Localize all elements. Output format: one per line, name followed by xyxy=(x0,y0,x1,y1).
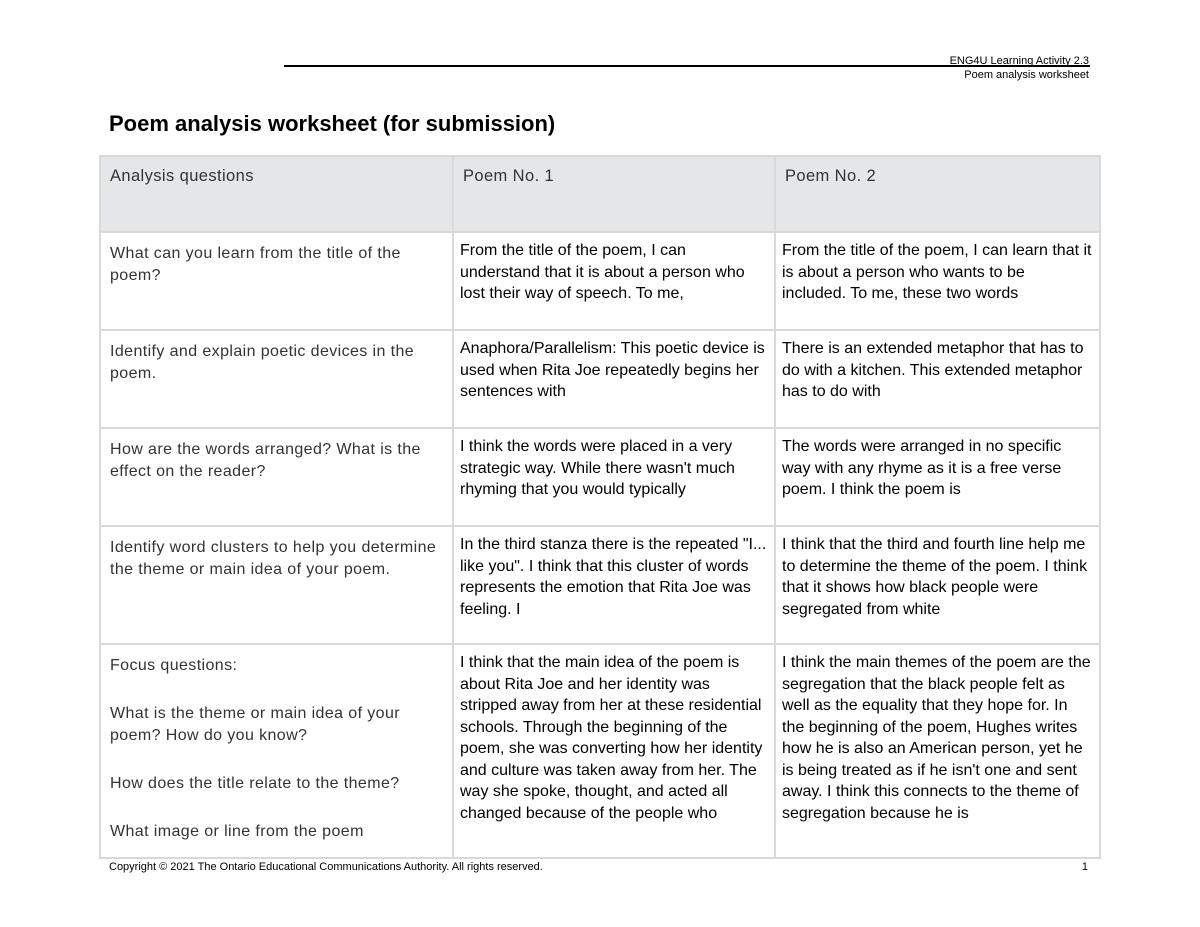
column-header: Poem No. 2 xyxy=(775,156,1100,232)
table-row xyxy=(100,232,1100,330)
focus-label: Focus questions: xyxy=(110,657,238,674)
document-line: Poem analysis worksheet xyxy=(964,69,1089,81)
course-line: ENG4U Learning Activity 2.3 xyxy=(949,55,1089,67)
question-cell: Identify and explain poetic devices in the poem. xyxy=(100,330,453,428)
analysis-table xyxy=(99,155,1101,859)
focus-question: What image or line from the poem xyxy=(110,823,364,840)
page-title: Poem analysis worksheet (for submission) xyxy=(109,111,556,136)
poem2-answer[interactable]: I think that the third and fourth line help me to determine the theme of the poem. I think that it shows how black people were segregated from white xyxy=(775,526,1100,644)
question-cell: Identify word clusters to help you determine the theme or main idea of your poem. xyxy=(100,526,453,644)
page-number: 1 xyxy=(1081,861,1088,873)
column-header: Analysis questions xyxy=(100,156,453,232)
table-row-focus xyxy=(100,644,1100,858)
table-row xyxy=(100,428,1100,526)
focus-questions-cell xyxy=(100,644,453,858)
poem1-answer[interactable]: I think the words were placed in a very strategic way. While there wasn't much rhyming that you would typically xyxy=(453,428,775,526)
question-cell: What can you learn from the title of the poem? xyxy=(100,232,453,330)
poem1-answer[interactable]: In the third stanza there is the repeated "I... like you". I think that this cluster of words represents the emotion that Rita Joe was feeling. I xyxy=(453,526,775,644)
focus-question: How does the title relate to the theme? xyxy=(110,775,400,792)
table-header-row xyxy=(100,156,1100,232)
table-row xyxy=(100,330,1100,428)
table-row xyxy=(100,526,1100,644)
column-header: Poem No. 1 xyxy=(453,156,775,232)
poem2-answer[interactable]: There is an extended metaphor that has to do with a kitchen. This extended metaphor has to do with xyxy=(775,330,1100,428)
question-cell: How are the words arranged? What is the effect on the reader? xyxy=(100,428,453,526)
poem1-answer[interactable]: I think that the main idea of the poem is about Rita Joe and her identity was stripped away from her at these residential schools. Through the beginning of the poem, she was converting how her identity and culture was taken away from her. The way she spoke, thought, and acted all changed because of the people who xyxy=(453,644,775,858)
copyright-notice: Copyright © 2021 The Ontario Educational Communications Authority. All rights reserved. xyxy=(109,861,543,873)
poem1-answer[interactable]: Anaphora/Parallelism: This poetic device is used when Rita Joe repeatedly begins her sentences with xyxy=(453,330,775,428)
poem2-answer[interactable]: The words were arranged in no specific way with any rhyme as it is a free verse poem. I think the poem is xyxy=(775,428,1100,526)
poem2-answer[interactable]: From the title of the poem, I can learn that it is about a person who wants to be included. To me, these two words xyxy=(775,232,1100,330)
focus-question: What is the theme or main idea of your poem? How do you know? xyxy=(110,705,400,744)
poem2-answer[interactable]: I think the main themes of the poem are the segregation that the black people felt as well as the equality that they hope for. In the beginning of the poem, Hughes writes how he is also an American person, yet he is being treated as if he isn't one and sent away. I think this connects to the theme of segregation because he is xyxy=(775,644,1100,858)
poem1-answer[interactable]: From the title of the poem, I can understand that it is about a person who lost their way of speech. To me, xyxy=(453,232,775,330)
running-header xyxy=(950,54,1089,82)
